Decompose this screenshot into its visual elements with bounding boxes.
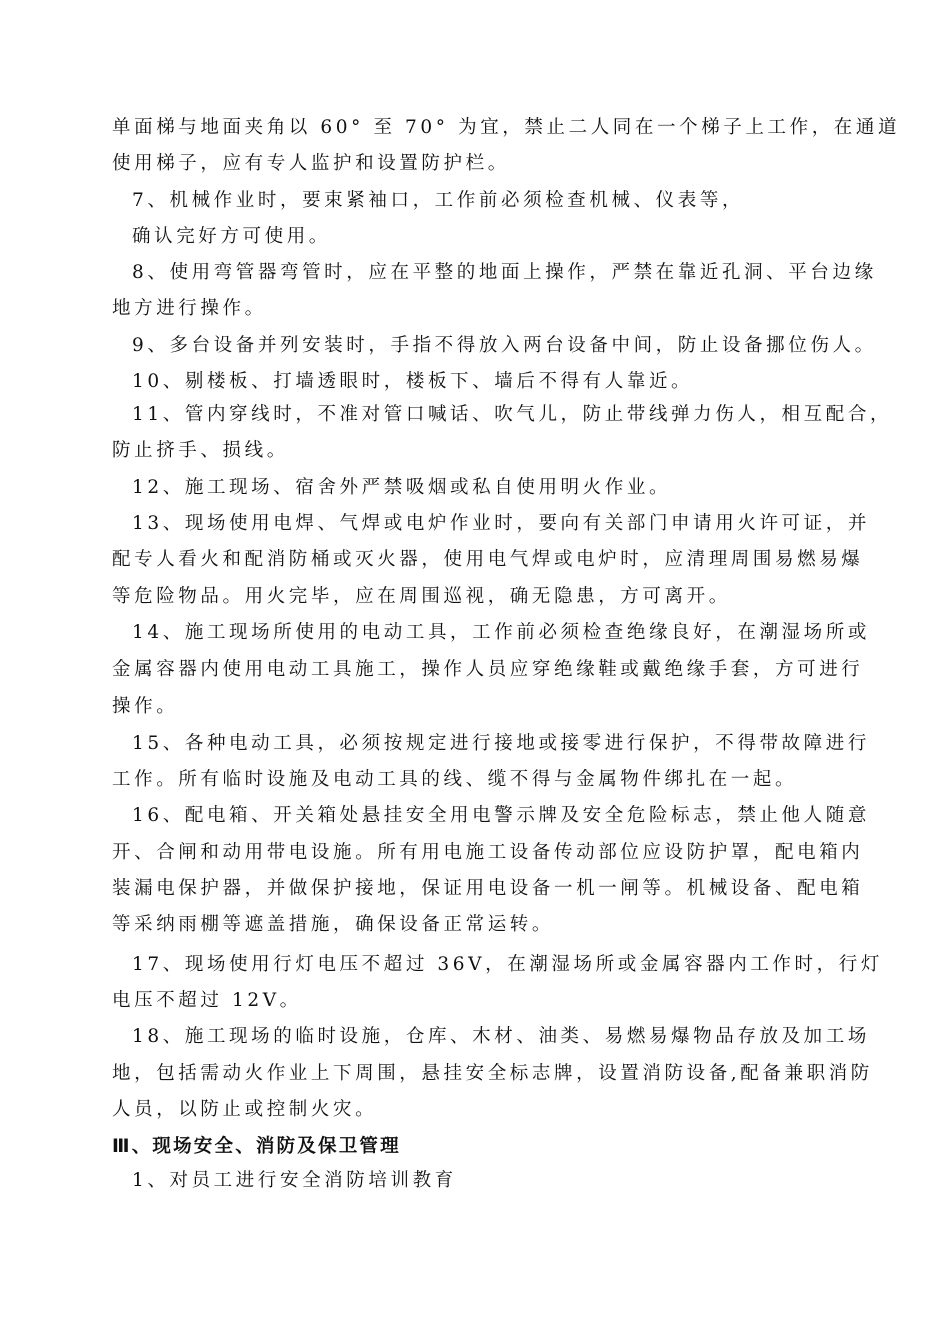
text-line: 电压不超过 12V。 <box>112 990 302 1011</box>
text-line: 等采纳雨棚等遮盖措施，确保设备正常运转。 <box>112 914 555 935</box>
text-line: 人员，以防止或控制火灾。 <box>112 1099 378 1120</box>
text-line: 配专人看火和配消防桶或灭火器，使用电气焊或电炉时，应清理周围易燃易爆 <box>112 549 864 570</box>
text-line: 单面梯与地面夹角以 60° 至 70° 为宜，禁止二人同在一个梯子上工作，在通道 <box>112 117 901 138</box>
list-item-11: 11、管内穿线时，不准对管口喊话、吹气儿，防止带线弹力伤人，相互配合， <box>132 404 893 425</box>
text-line: 开、合闸和动用带电设施。所有用电施工设备传动部位应设防护罩，配电箱内 <box>112 842 864 863</box>
list-item-9: 9、多台设备并列安装时，手指不得放入两台设备中间，防止设备挪位伤人。 <box>132 335 877 356</box>
list-item-13: 13、现场使用电焊、气焊或电炉作业时，要向有关部门申请用火许可证，并 <box>132 513 870 534</box>
section-heading: Ⅲ、现场安全、消防及保卫管理 <box>112 1136 401 1157</box>
list-item-7: 7、机械作业时，要束紧袖口，工作前必须检查机械、仪表等， <box>132 190 745 211</box>
list-item-12: 12、施工现场、宿舍外严禁吸烟或私自使用明火作业。 <box>132 477 672 498</box>
list-item-8: 8、使用弯管器弯管时，应在平整的地面上操作，严禁在靠近孔洞、平台边缘 <box>132 262 877 283</box>
text-line: 等危险物品。用火完毕，应在周围巡视，确无隐患，方可离开。 <box>112 586 731 607</box>
text-line: 工作。所有临时设施及电动工具的线、缆不得与金属物件绑扎在一起。 <box>112 769 798 790</box>
text-line: 金属容器内使用电动工具施工，操作人员应穿绝缘鞋或戴绝缘手套，方可进行 <box>112 659 864 680</box>
text-line: 地，包括需动火作业上下周围，悬挂安全标志牌，设置消防设备,配备兼职消防 <box>112 1063 873 1084</box>
list-item-1: 1、对员工进行安全消防培训教育 <box>132 1170 457 1191</box>
list-item-15: 15、各种电动工具，必须按规定进行接地或接零进行保护，不得带故障进行 <box>132 733 870 754</box>
list-item-16: 16、配电箱、开关箱处悬挂安全用电警示牌及安全危险标志，禁止他人随意 <box>132 805 870 826</box>
text-line: 操作。 <box>112 696 179 717</box>
list-item-10: 10、剔楼板、打墙透眼时，楼板下、墙后不得有人靠近。 <box>132 371 694 392</box>
text-line: 使用梯子，应有专人监护和设置防护栏。 <box>112 153 510 174</box>
text-line: 防止挤手、损线。 <box>112 440 289 461</box>
text-line: 装漏电保护器，并做保护接地，保证用电设备一机一闸等。机械设备、配电箱 <box>112 878 864 899</box>
list-item-18: 18、施工现场的临时设施，仓库、木材、油类、易燃易爆物品存放及加工场 <box>132 1026 870 1047</box>
text-line: 确认完好方可使用。 <box>132 226 331 247</box>
list-item-17: 17、现场使用行灯电压不超过 36V，在潮湿场所或金属容器内工作时，行灯 <box>132 954 883 975</box>
list-item-14: 14、施工现场所使用的电动工具，工作前必须检查绝缘良好，在潮湿场所或 <box>132 622 870 643</box>
text-line: 地方进行操作。 <box>112 298 267 319</box>
